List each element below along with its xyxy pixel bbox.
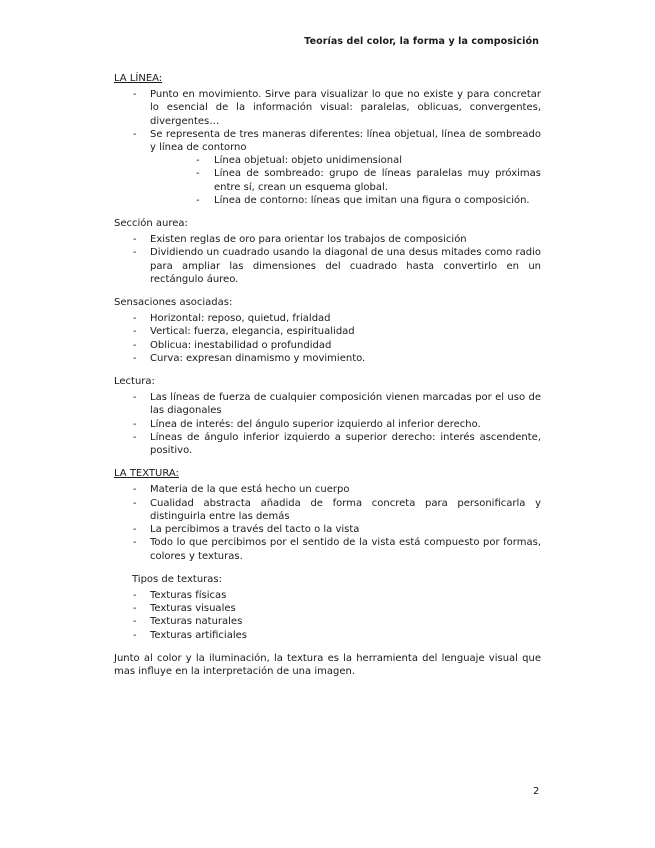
list-item: - Línea de sombreado: grupo de líneas paralelas muy próximas entre sí, crean un esquema global. xyxy=(114,167,541,193)
list-item: - Punto en movimiento. Sirve para visualizar lo que no existe y para concretar lo esencial de la información visual: paralelas, oblicuas, convergentes, divergentes… xyxy=(114,88,541,128)
list-item: - Curva: expresan dinamismo y movimiento. xyxy=(114,352,541,365)
list-item: - Línea de contorno: líneas que imitan una figura o composición. xyxy=(114,194,541,207)
sensaciones-list xyxy=(114,312,541,365)
list-item: - La percibimos a través del tacto o la vista xyxy=(114,523,541,536)
list-item: - Texturas artificiales xyxy=(114,629,541,642)
section-heading-linea: LA LÍNEA: xyxy=(114,73,163,84)
list-item: - Existen reglas de oro para orientar los trabajos de composición xyxy=(114,233,541,246)
list-item: - Cualidad abstracta añadida de forma concreta para personificarla y distinguirla entre las demás xyxy=(114,497,541,523)
list-item: - Vertical: fuerza, elegancia, espiritualidad xyxy=(114,325,541,338)
list-item: - Dividiendo un cuadrado usando la diagonal de una desus mitades como radio para ampliar las dimensiones del cuadrado hasta convertirlo en un rectángulo áureo. xyxy=(114,246,541,286)
list-item: - Todo lo que percibimos por el sentido de la vista está compuesto por formas, colores y texturas. xyxy=(114,536,541,562)
tipos-list xyxy=(114,589,541,642)
list-item: - Texturas naturales xyxy=(114,615,541,628)
list-item: - Texturas visuales xyxy=(114,602,541,615)
list-item: - Líneas de ángulo inferior izquierdo a superior derecho: interés ascendente, positivo. xyxy=(114,431,541,457)
section-heading-seccion: Sección aurea: xyxy=(114,218,188,230)
closing-paragraph: Junto al color y la iluminación, la textura es la herramienta del lenguaje visual que mas influye en la interpretación de una imagen. xyxy=(114,652,541,677)
linea-list xyxy=(114,88,541,154)
document-body xyxy=(114,72,541,678)
seccion-list xyxy=(114,233,541,286)
list-item: - Las líneas de fuerza de cualquier composición vienen marcadas por el uso de las diagonales xyxy=(114,391,541,417)
linea-sublist xyxy=(114,154,541,207)
list-item: - Oblicua: inestabilidad o profundidad xyxy=(114,339,541,352)
list-item: - Línea objetual: objeto unidimensional xyxy=(114,154,541,167)
page-header-title: Teorías del color, la forma y la composición xyxy=(304,36,539,47)
list-item: - Se representa de tres maneras diferentes: línea objetual, línea de sombreado y línea de contorno xyxy=(114,128,541,154)
section-heading-sensaciones: Sensaciones asociadas: xyxy=(114,297,233,309)
subheading-tipos-texturas: Tipos de texturas: xyxy=(132,573,223,585)
lectura-list xyxy=(114,391,541,457)
textura-list xyxy=(114,483,541,562)
list-item: - Línea de interés: del ángulo superior izquierdo al inferior derecho. xyxy=(114,418,541,431)
section-heading-textura: LA TEXTURA: xyxy=(114,468,179,480)
list-item: - Texturas físicas xyxy=(114,589,541,602)
page-number: 2 xyxy=(533,786,540,797)
list-item: - Materia de la que está hecho un cuerpo xyxy=(114,483,541,496)
section-heading-lectura: Lectura: xyxy=(114,376,155,388)
list-item: - Horizontal: reposo, quietud, frialdad xyxy=(114,312,541,325)
